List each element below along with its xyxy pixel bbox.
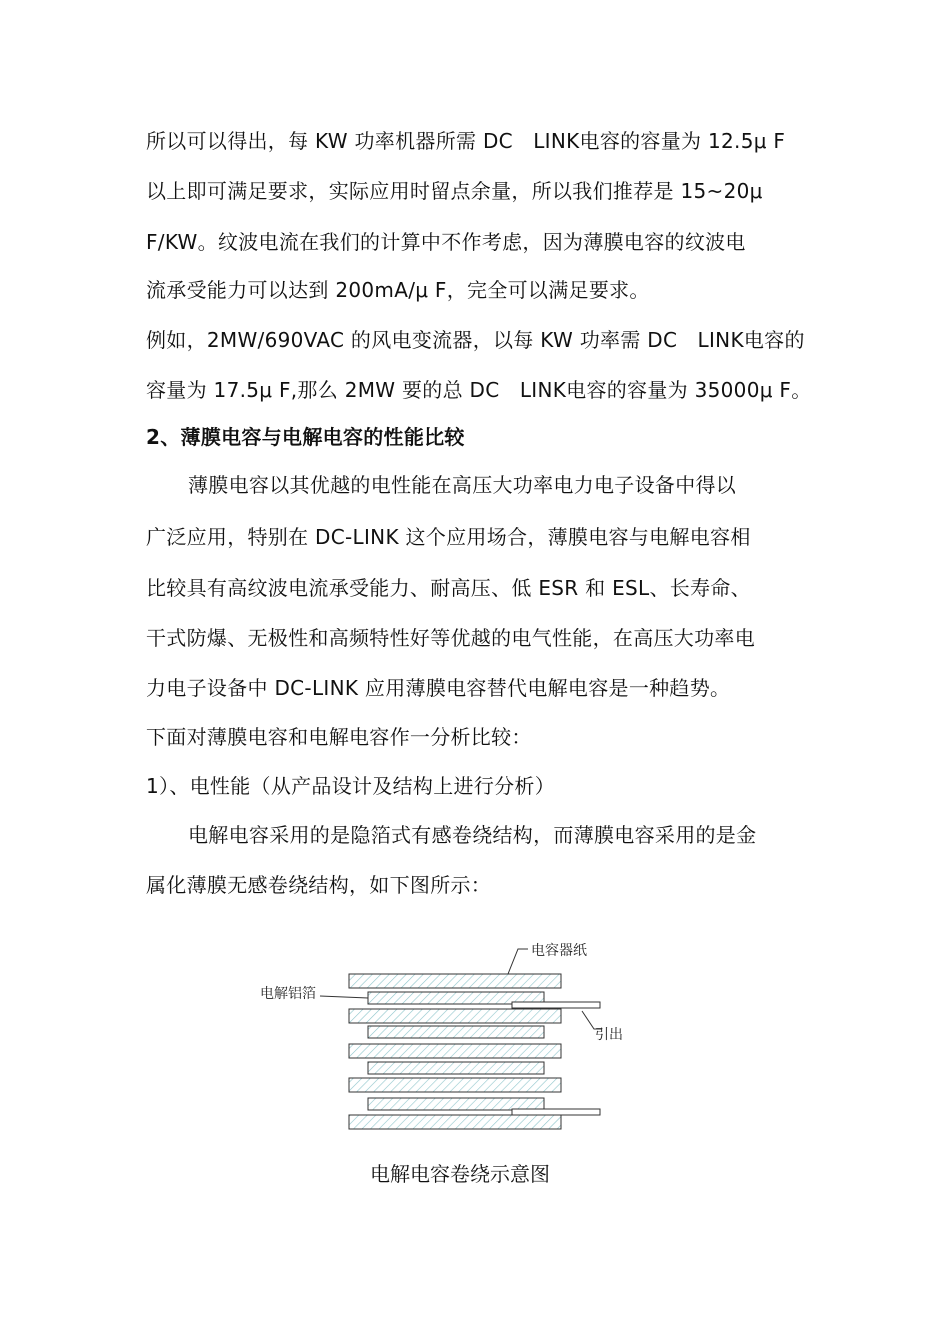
foil-layer	[368, 1026, 544, 1038]
capacitor-winding-diagram	[250, 935, 670, 1145]
paper-layer	[349, 1115, 561, 1129]
paragraph-line: 薄膜电容以其优越的电性能在高压大功率电力电子设备中得以	[188, 473, 737, 497]
paragraph-line: 力电子设备中 DC-LINK 应用薄膜电容替代电解电容是一种趋势。	[146, 676, 731, 700]
lead-tab	[512, 1109, 600, 1115]
paper-layer	[349, 1009, 561, 1023]
paragraph-line: 流承受能力可以达到 200mA/μ F，完全可以满足要求。	[146, 278, 650, 302]
paper-layer	[349, 1044, 561, 1058]
section-heading: 2、薄膜电容与电解电容的性能比较	[146, 425, 465, 449]
paper-layer	[349, 974, 561, 988]
paragraph-line: 电解电容采用的是隐箔式有感卷绕结构，而薄膜电容采用的是金	[188, 823, 757, 847]
paragraph-line: 所以可以得出，每 KW 功率机器所需 DC LINK电容的容量为 12.5μ F	[146, 129, 786, 153]
foil-label: 电解铝箔	[260, 986, 316, 1002]
paragraph-line: 属化薄膜无感卷绕结构，如下图所示：	[146, 873, 492, 897]
lead-label: 引出	[595, 1027, 623, 1043]
foil-leader-line	[320, 996, 368, 998]
paragraph-line: 下面对薄膜电容和电解电容作一分析比较：	[146, 725, 532, 749]
paper-layer	[349, 1078, 561, 1092]
paragraph-line: 例如，2MW/690VAC 的风电变流器，以每 KW 功率需 DC LINK电容的	[146, 328, 805, 352]
paper-leader-line	[508, 949, 528, 974]
paragraph-line: 广泛应用，特别在 DC-LINK 这个应用场合，薄膜电容与电解电容相	[146, 525, 751, 549]
lead-tab	[512, 1002, 600, 1008]
subsection-heading: 1）、电性能（从产品设计及结构上进行分析）	[146, 774, 556, 798]
foil-layer	[368, 1098, 544, 1110]
paragraph-line: 以上即可满足要求，实际应用时留点余量，所以我们推荐是 15~20μ	[146, 179, 763, 203]
paragraph-line: 容量为 17.5μ F,那么 2MW 要的总 DC LINK电容的容量为 35000μ F。	[146, 378, 812, 402]
paragraph-line: 干式防爆、无极性和高频特性好等优越的电气性能，在高压大功率电	[146, 626, 755, 650]
figure-caption: 电解电容卷绕示意图	[370, 1162, 550, 1186]
paragraph-line: 比较具有高纹波电流承受能力、耐高压、低 ESR 和 ESL、长寿命、	[146, 576, 751, 600]
paper-label: 电容器纸	[531, 943, 587, 959]
paragraph-line: F/KW。纹波电流在我们的计算中不作考虑，因为薄膜电容的纹波电	[146, 230, 746, 254]
foil-layer	[368, 1062, 544, 1074]
